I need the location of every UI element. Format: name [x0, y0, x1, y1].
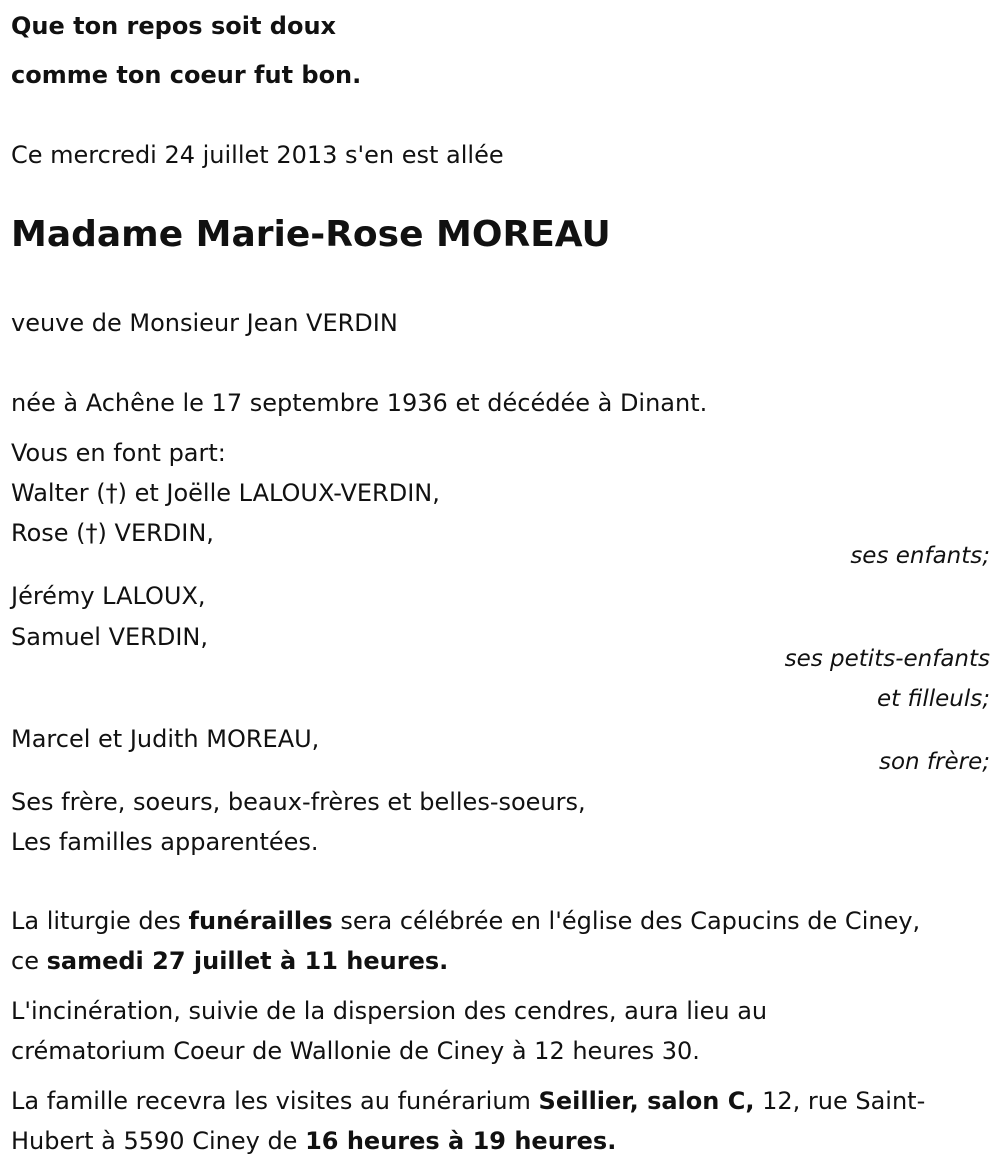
epigraph-line-2: comme ton coeur fut bon. — [11, 61, 362, 89]
brother-role: son frère; — [878, 749, 990, 775]
grandchildren-role-1: ses petits-enfants — [784, 646, 990, 672]
deceased-name: Madame Marie-Rose MOREAU — [11, 214, 611, 255]
funeral-text-b: funérailles — [188, 907, 333, 935]
visits-hours: 16 heures à 19 heures. — [305, 1127, 617, 1155]
widow-text: veuve de Monsieur Jean VERDIN — [11, 309, 398, 337]
funeral-line-1 — [11, 905, 920, 937]
funeral-text-c: sera célébrée en l'église des Capucins de Ciney, — [332, 907, 921, 935]
funeral-line-2 — [11, 945, 448, 977]
visits-text-a: La famille recevra les visites au funérarium — [11, 1087, 539, 1115]
grandchild-line-1: Jérémy LALOUX, — [11, 582, 206, 610]
visits-line-2 — [11, 1125, 616, 1157]
visits-place: Seillier, salon C, — [538, 1087, 755, 1115]
family-line-1: Ses frère, soeurs, beaux-frères et belles-soeurs, — [11, 788, 586, 816]
grandchildren-role-2: et filleuls; — [877, 686, 990, 712]
cremation-line-2: crématorium Coeur de Wallonie de Ciney à 12 heures 30. — [11, 1037, 700, 1065]
funeral-text-a: La liturgie des — [11, 907, 189, 935]
grandchild-line-2: Samuel VERDIN, — [11, 623, 208, 651]
family-line-2: Les familles apparentées. — [11, 828, 319, 856]
cremation-line-1: L'incinération, suivie de la dispersion des cendres, aura lieu au — [11, 997, 768, 1025]
funeral-date: samedi 27 juillet à 11 heures. — [46, 947, 449, 975]
brother-line: Marcel et Judith MOREAU, — [11, 725, 320, 753]
visits-address: Hubert à 5590 Ciney de — [11, 1127, 306, 1155]
visits-line-1 — [11, 1085, 925, 1117]
child-line-1: Walter (†) et Joëlle LALOUX-VERDIN, — [11, 479, 440, 507]
visits-text-c: 12, rue Saint- — [754, 1087, 926, 1115]
birth-death-text: née à Achêne le 17 septembre 1936 et décédée à Dinant. — [11, 389, 708, 417]
intro-text: Ce mercredi 24 juillet 2013 s'en est allée — [11, 141, 504, 169]
epigraph-line-1: Que ton repos soit doux — [11, 12, 337, 40]
announce-text: Vous en font part: — [11, 439, 226, 467]
funeral-date-prefix: ce — [11, 947, 47, 975]
child-line-2: Rose (†) VERDIN, — [11, 519, 214, 547]
children-role: ses enfants; — [850, 543, 990, 569]
